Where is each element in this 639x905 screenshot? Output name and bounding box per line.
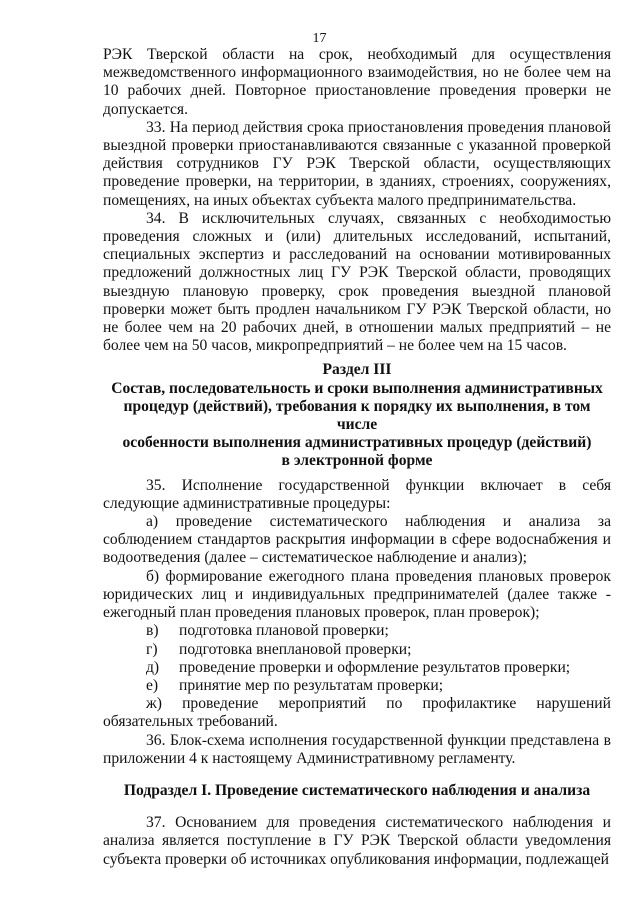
section-heading [103, 361, 611, 470]
list-text: подготовка внеплановой проверки; [179, 640, 412, 658]
list-item-a: а) проведение систематического наблюдения и анализа за соблюдением стандартов раскрытия информации в сфере водоснабжения и водоотведения (далее – систематическое наблюдение и анализ); [103, 513, 611, 567]
list-item-g [103, 641, 611, 659]
section-title-line-1: Состав, последовательность и сроки выполнения административных [111, 379, 603, 397]
paragraph-continuation: РЭК Тверской области на срок, необходимый для осуществления межведомственного информационного взаимодействия, но не более чем на 10 рабочих дней. Повторное приостановление проведения проверки не допускается. [103, 46, 611, 118]
list-marker: д) [146, 658, 160, 676]
list-text: подготовка плановой проверки; [179, 622, 389, 640]
list-item-b: б) формирование ежегодного плана проведения плановых проверок юридических лиц и индивидуальных предпринимателей (далее также - ежегодный план проведения плановых проверок, план проверок); [103, 567, 611, 622]
list-text: принятие мер по результатам проверки; [179, 676, 444, 694]
paragraph-33: 33. На период действия срока приостановления проведения плановой выездной проверки приостанавливаются связанные с указанной проверкой действия сотрудников ГУ РЭК Тверской области, осуществляющих проведение проверки, на территории, в зданиях, строениях, сооружениях, помещениях, на иных объектах субъекта малого предпринимательства. [103, 118, 611, 209]
list-text: проведение проверки и оформление результатов проверки; [179, 658, 571, 676]
section-title-line-3: особенности выполнения административных процедур (действий) [122, 434, 592, 452]
list-item-e [103, 677, 611, 695]
paragraph-34: 34. В исключительных случаях, связанных с необходимостью проведения сложных и (или) длительных исследований, испытаний, специальных экспертиз и расследований на основании мотивированных предложений должностных лиц ГУ РЭК Тверской области, проводящих выездную плановую проверку, срок проведения выездной плановой проверки может быть продлен начальником ГУ РЭК Тверской области, но не более чем на 20 рабочих дней, в отношении малых предприятий – не более чем на 50 часов, микропредприятий – не более чем на 15 часов. [103, 209, 611, 355]
page-number: 17 [312, 31, 327, 46]
paragraph-37: 37. Основанием для проведения систематического наблюдения и анализа является поступление в ГУ РЭК Тверской области уведомления субъекта проверки об источниках опубликования информации, подлежащей [103, 814, 611, 868]
list-marker: е) [146, 676, 159, 694]
list-item-zh: ж) проведение мероприятий по профилактике нарушений обязательных требований. [103, 695, 611, 731]
section-label: Раздел III [322, 361, 392, 379]
list-marker: г) [146, 640, 158, 658]
section-title-line-4: в электронной форме [281, 452, 433, 470]
paragraph-35: 35. Исполнение государственной функции включает в себя следующие административные процедуры: [103, 476, 611, 512]
list-marker: в) [146, 622, 159, 640]
subsection-heading: Подраздел I. Проведение систематического наблюдения и анализа [123, 781, 591, 799]
list-item-v [103, 622, 611, 640]
list-item-d [103, 659, 611, 677]
document-body [103, 46, 611, 869]
paragraph-36: 36. Блок-схема исполнения государственной функции представлена в приложении 4 к настоящему Административному регламенту. [103, 731, 611, 767]
section-title-line-2: процедур (действий), требования к порядку их выполнения, в том числе [123, 397, 591, 434]
